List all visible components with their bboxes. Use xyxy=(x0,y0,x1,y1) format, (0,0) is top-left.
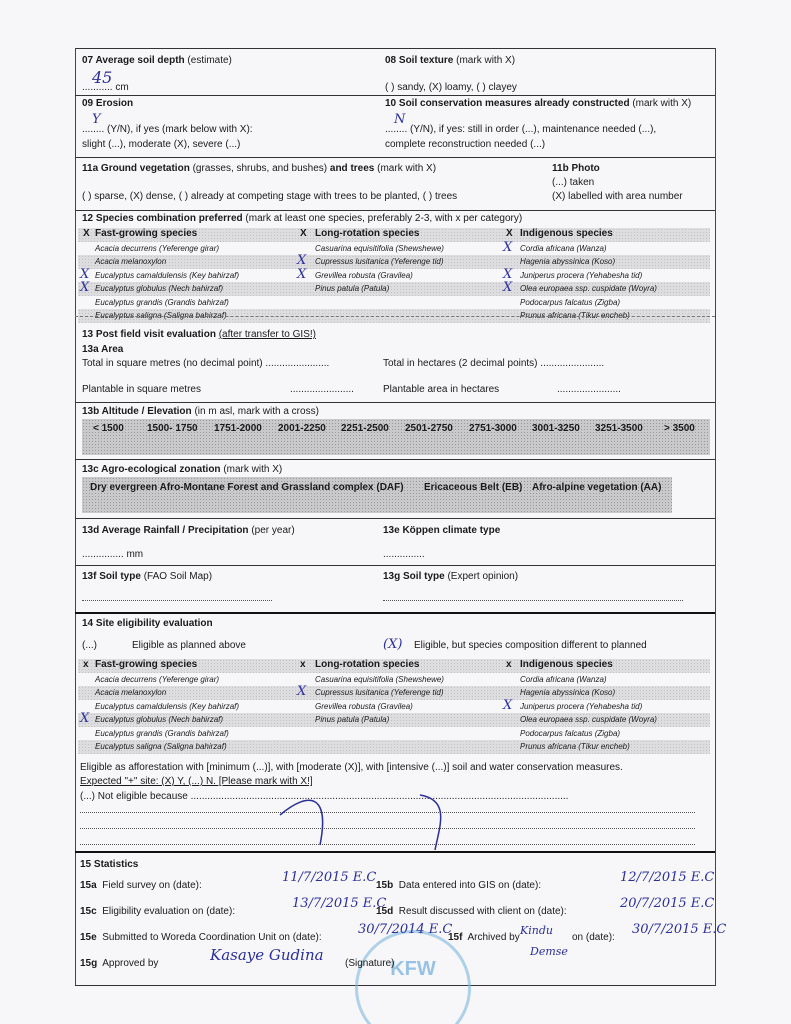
species-mark[interactable]: X xyxy=(503,280,513,295)
species-option[interactable]: Prunus africana (Tikur encheb) xyxy=(520,742,630,751)
species-option[interactable]: Pinus patula (Patula) xyxy=(315,284,390,293)
mark-column-header: x xyxy=(83,659,89,670)
soil-fao-field[interactable] xyxy=(82,600,272,601)
species-option[interactable]: Juniperus procera (Yehabesha tid) xyxy=(520,270,643,280)
photo-taken[interactable]: (...) taken xyxy=(552,177,595,188)
archived-row: 15f Archived by xyxy=(448,932,520,943)
altitude-option[interactable]: 1500- 1750 xyxy=(147,423,198,434)
approval-signature[interactable]: Kasaye Gudina xyxy=(210,946,324,964)
species-option[interactable]: Eucalyptus saligna (Saligna bahirzaf) xyxy=(95,742,227,751)
species-option[interactable]: Eucalyptus grandis (Grandis bahirzaf) xyxy=(95,728,229,738)
gis-entry-row: 15b Data entered into GIS on (date): xyxy=(376,880,542,891)
soil-texture-options[interactable]: ( ) sandy, (X) loamy, ( ) clayey xyxy=(385,82,517,93)
species-option[interactable]: Olea europaea ssp. cuspidate (Woyra) xyxy=(520,284,657,293)
vegetation-options[interactable]: ( ) sparse, (X) dense, ( ) already at competing stage with trees to be planted, ( ) trees xyxy=(82,191,458,202)
altitude-option[interactable]: 2251-2500 xyxy=(341,423,389,434)
mark-column-header: X xyxy=(83,228,90,239)
altitude-option[interactable]: 3251-3500 xyxy=(595,423,643,434)
altitude-option[interactable]: > 3500 xyxy=(664,423,695,434)
soil-expert-field[interactable] xyxy=(383,600,683,601)
conservation-value[interactable]: N xyxy=(394,112,406,127)
area-ha: Total in hectares (2 decimal points) ....................... xyxy=(383,358,605,369)
mark-column-header: x xyxy=(300,659,306,670)
s11a-heading: 11a Ground vegetation (grasses, shrubs, and bushes) and trees (mark with X) xyxy=(82,163,437,174)
s12-heading: 12 Species combination preferred (mark at least one species, preferably 2-3, with x per category) xyxy=(82,213,523,224)
species-mark[interactable]: X xyxy=(80,711,90,726)
soil-depth-value[interactable]: 45 xyxy=(92,68,113,87)
species-option[interactable]: Cordia africana (Wanza) xyxy=(520,243,607,253)
species-option[interactable]: Cupressus lusitanica (Yeferenge tid) xyxy=(315,257,444,266)
s13g-heading: 13g Soil type (Expert opinion) xyxy=(383,571,519,582)
zone-eb[interactable]: Ericaceous Belt (EB) xyxy=(424,482,523,493)
species-mark[interactable]: X xyxy=(80,266,90,282)
s09-heading: 09 Erosion xyxy=(82,98,134,109)
result-discussed-row: 15d Result discussed with client on (date): xyxy=(376,906,567,917)
s08-heading: 08 Soil texture (mark with X) xyxy=(385,55,516,66)
altitude-option[interactable]: 2751-3000 xyxy=(469,423,517,434)
s10-heading: 10 Soil conservation measures already constructed (mark with X) xyxy=(385,98,692,109)
s07-heading: 07 Average soil depth (estimate) xyxy=(82,55,232,66)
altitude-option[interactable]: < 1500 xyxy=(93,423,124,434)
species-option[interactable]: Casuarina equisitifolia (Shewshewe) xyxy=(315,243,444,253)
submitted-row: 15e Submitted to Woreda Coordination Unit on (date): xyxy=(80,932,322,943)
divider xyxy=(75,518,715,519)
erosion-line1: ........ (Y/N), if yes (mark below with X): xyxy=(82,124,253,135)
species-option[interactable]: Acacia decurrens (Yeferenge girar) xyxy=(95,243,220,253)
s15-heading: 15 Statistics xyxy=(80,859,139,870)
divider xyxy=(75,612,715,614)
species-option[interactable]: Eucalyptus camaldulensis (Key bahirzaf) xyxy=(95,270,240,280)
s13f-heading: 13f Soil type (FAO Soil Map) xyxy=(82,571,213,582)
s13-heading: 13 Post field visit evaluation (after transfer to GIS!) xyxy=(82,329,316,340)
divider xyxy=(75,48,715,49)
s13a-heading: 13a Area xyxy=(82,344,124,355)
s14-heading: 14 Site eligibility evaluation xyxy=(82,618,213,629)
species-option[interactable]: Casuarina equisitifolia (Shewshewe) xyxy=(315,674,444,684)
species-option[interactable]: Eucalyptus grandis (Grandis bahirzaf) xyxy=(95,297,229,307)
species-option[interactable]: Hagenia abyssinica (Koso) xyxy=(520,688,616,697)
field-survey-date[interactable]: 11/7/2015 E.C xyxy=(282,870,377,885)
species-mark[interactable]: X xyxy=(80,280,90,295)
species-option[interactable]: Pinus patula (Patula) xyxy=(315,715,390,724)
indig-species-header: Indigenous species xyxy=(520,659,613,670)
species-option[interactable]: Juniperus procera (Yehabesha tid) xyxy=(520,701,643,711)
divider xyxy=(75,95,715,96)
species-mark[interactable]: X xyxy=(503,697,513,713)
species-option[interactable]: Eucalyptus camaldulensis (Key bahirzaf) xyxy=(95,701,240,711)
frame-right xyxy=(715,48,716,986)
eligible-diff-label: Eligible, but species composition different to planned xyxy=(414,640,647,651)
archived-by[interactable]: Kindu xyxy=(520,924,553,937)
species-option[interactable]: Grevillea robusta (Gravilea) xyxy=(315,701,413,711)
altitude-option[interactable]: 2001-2250 xyxy=(278,423,326,434)
archived-by-surname: Demse xyxy=(530,945,568,958)
species-option[interactable]: Acacia decurrens (Yeferenge girar) xyxy=(95,674,220,684)
long-species-header: Long-rotation species xyxy=(315,228,420,239)
species-mark[interactable]: X xyxy=(297,253,307,268)
eligibility-eval-date[interactable]: 13/7/2015 E.C xyxy=(292,896,387,911)
expected-site[interactable]: Expected "+" site: (X) Y, (...) N. [Please mark with X!] xyxy=(80,776,313,787)
indig-species-header: Indigenous species xyxy=(520,228,613,239)
species-option[interactable]: Eucalyptus saligna (Saligna bahirzaf) xyxy=(95,311,227,320)
erosion-severity[interactable]: slight (...), moderate (X), severe (...) xyxy=(82,139,241,150)
species-option[interactable]: Acacia melanoxylon xyxy=(95,688,167,697)
archived-on-label: on (date): xyxy=(572,932,615,943)
divider xyxy=(75,565,715,566)
gis-entry-date[interactable]: 12/7/2015 E.C xyxy=(620,870,715,885)
afforestation-level[interactable]: Eligible as afforestation with [minimum (...)], with [moderate (X)], with [intensive (...)] soil and water conservation measures. xyxy=(80,762,623,773)
mark-column-header: X xyxy=(506,228,513,239)
plantable-ha-value[interactable]: ....................... xyxy=(557,384,621,395)
divider xyxy=(75,316,715,317)
kfw-stamp: KFW xyxy=(355,930,471,1024)
plantable-ha-label: Plantable area in hectares xyxy=(383,384,500,395)
altitude-option[interactable]: 1751-2000 xyxy=(214,423,262,434)
species-mark[interactable]: X xyxy=(297,684,307,699)
species-option[interactable]: Hagenia abyssinica (Koso) xyxy=(520,257,616,266)
handwritten-strike xyxy=(270,785,570,855)
conservation-line2: complete reconstruction needed (...) xyxy=(385,139,546,150)
species-mark[interactable]: X xyxy=(503,239,513,255)
eligible-box[interactable]: (...) xyxy=(82,640,97,651)
fast-species-header: Fast-growing species xyxy=(95,659,198,670)
signature-label: (Signature) xyxy=(345,958,395,969)
mark-column-header: x xyxy=(506,659,512,670)
approved-row: 15g Approved by xyxy=(80,958,159,969)
species-option[interactable]: Podocarpus falcatus (Zigba) xyxy=(520,297,621,307)
photo-labelled[interactable]: (X) labelled with area number xyxy=(552,191,683,202)
frame-left xyxy=(75,48,76,986)
species-option[interactable]: Eucalyptus globulus (Nech bahirzaf) xyxy=(95,284,224,293)
altitude-option[interactable]: 2501-2750 xyxy=(405,423,453,434)
s13e-heading: 13e Köppen climate type xyxy=(383,525,501,536)
plantable-sqm-label: Plantable in square metres xyxy=(82,384,201,395)
s13c-heading: 13c Agro-ecological zonation (mark with X) xyxy=(82,464,283,475)
species-option[interactable]: Eucalyptus globulus (Nech bahirzaf) xyxy=(95,715,224,724)
divider xyxy=(75,210,715,211)
species-option[interactable]: Grevillea robusta (Gravilea) xyxy=(315,270,413,280)
rainfall-value[interactable]: ............... mm xyxy=(82,549,144,560)
koppen-value[interactable]: ............... xyxy=(383,549,425,560)
mark-column-header: X xyxy=(300,228,307,239)
long-species-header: Long-rotation species xyxy=(315,659,420,670)
area-sqm: Total in square metres (no decimal point) ....................... xyxy=(82,358,330,369)
species-option[interactable]: Prunus africana (Tikur encheb) xyxy=(520,311,630,320)
s13b-heading: 13b Altitude / Elevation (in m asl, mark with a cross) xyxy=(82,406,319,417)
eligible-diff-box[interactable]: (X) xyxy=(383,637,403,652)
soil-depth-unit: ........... cm xyxy=(82,82,129,93)
s13d-heading: 13d Average Rainfall / Precipitation (per year) xyxy=(82,525,295,536)
divider xyxy=(75,402,715,403)
species-option[interactable]: Cordia africana (Wanza) xyxy=(520,674,607,684)
eligible-label: Eligible as planned above xyxy=(132,640,246,651)
archived-date[interactable]: 30/7/2015 E.C xyxy=(632,922,727,937)
s11b-heading: 11b Photo xyxy=(552,163,600,174)
species-mark[interactable]: X xyxy=(297,266,307,282)
field-survey-row: 15a Field survey on (date): xyxy=(80,880,202,891)
eligibility-eval-row: 15c Eligibility evaluation on (date): xyxy=(80,906,236,917)
species-option[interactable]: Acacia melanoxylon xyxy=(95,257,167,266)
species-option[interactable]: Olea europaea ssp. cuspidate (Woyra) xyxy=(520,715,657,724)
submitted-date[interactable]: 30/7/2014 E.C xyxy=(358,922,453,937)
divider xyxy=(75,459,715,460)
species-option[interactable]: Podocarpus falcatus (Zigba) xyxy=(520,728,621,738)
divider xyxy=(75,157,715,158)
zone-daf[interactable]: Dry evergreen Afro-Montane Forest and Grassland complex (DAF) xyxy=(90,482,404,493)
divider xyxy=(75,851,715,853)
not-eligible[interactable]: (...) Not eligible because ........................................................................................................................................ xyxy=(80,791,569,802)
altitude-option[interactable]: 3001-3250 xyxy=(532,423,580,434)
result-discussed-date[interactable]: 20/7/2015 E.C xyxy=(620,896,715,911)
species-mark[interactable]: X xyxy=(503,266,513,282)
conservation-line1: ........ (Y/N), if yes: still in order (...), maintenance needed (...), xyxy=(385,124,657,135)
species-option[interactable]: Cupressus lusitanica (Yeferenge tid) xyxy=(315,688,444,697)
fast-species-header: Fast-growing species xyxy=(95,228,198,239)
plantable-sqm-value[interactable]: ....................... xyxy=(290,384,354,395)
zone-aa[interactable]: Afro-alpine vegetation (AA) xyxy=(532,482,662,493)
erosion-value[interactable]: Y xyxy=(92,112,101,127)
